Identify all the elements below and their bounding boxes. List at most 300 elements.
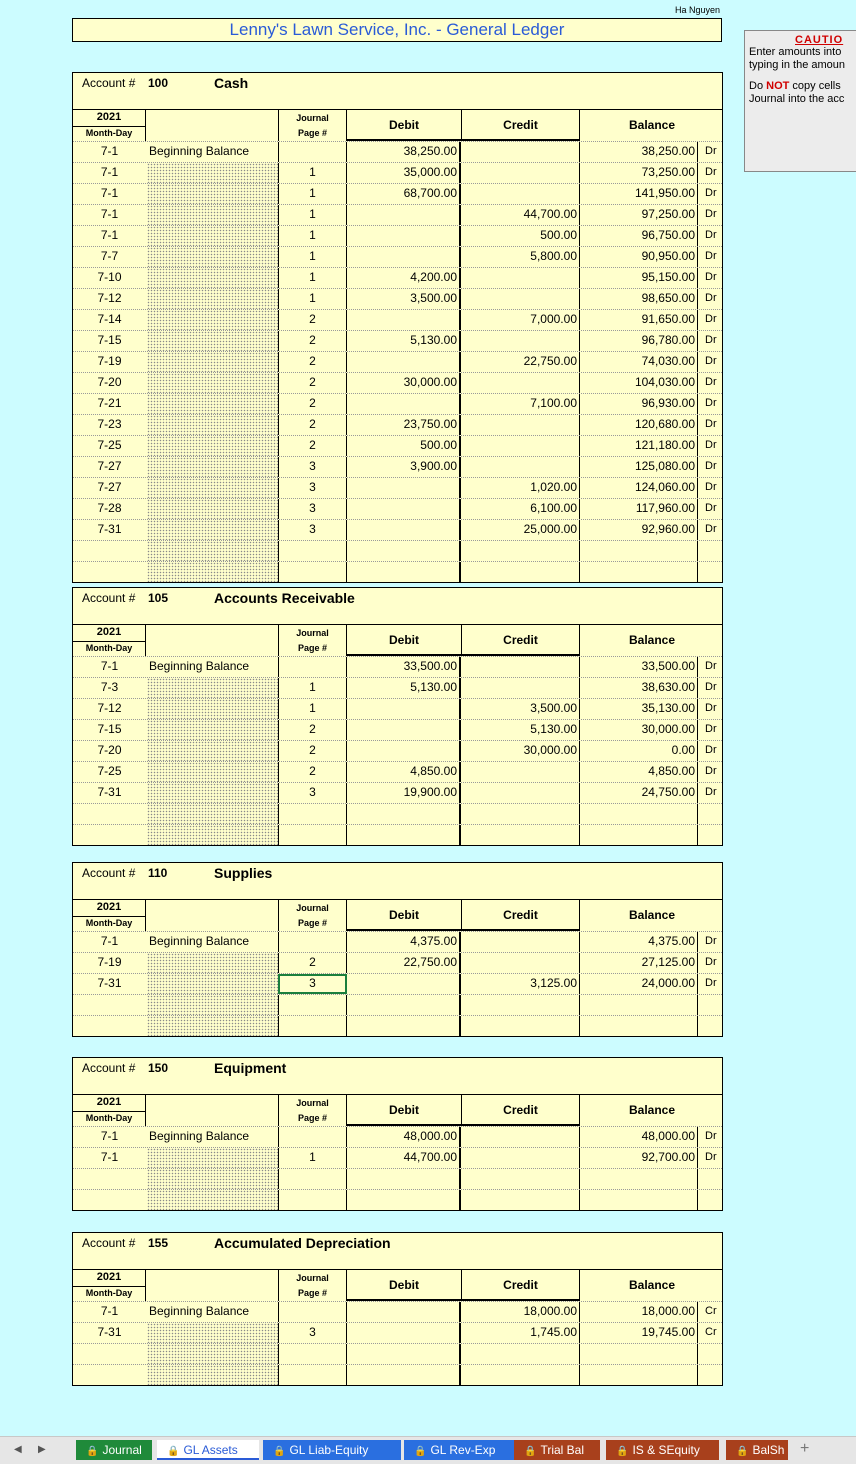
- debit-cell[interactable]: [347, 1302, 461, 1322]
- date-cell[interactable]: [73, 1365, 146, 1385]
- balance-cell[interactable]: 74,030.00: [579, 352, 698, 372]
- sheet-tab[interactable]: [157, 1440, 259, 1460]
- dr-cr-cell[interactable]: Dr: [705, 956, 717, 968]
- description-cell[interactable]: [147, 268, 278, 288]
- description-cell[interactable]: [147, 457, 278, 477]
- credit-cell[interactable]: [461, 953, 579, 973]
- debit-cell[interactable]: 5,130.00: [347, 678, 461, 698]
- date-cell[interactable]: 7-1: [100, 207, 119, 221]
- date-cell[interactable]: [73, 1169, 146, 1189]
- credit-cell[interactable]: 22,750.00: [523, 354, 577, 368]
- dr-cr-cell[interactable]: [698, 1016, 724, 1036]
- description-cell[interactable]: [147, 205, 278, 225]
- journal-page-cell[interactable]: 2: [278, 310, 347, 330]
- dr-cr-cell[interactable]: Dr: [705, 208, 717, 220]
- debit-cell[interactable]: 23,750.00: [347, 415, 461, 435]
- dr-cr-cell[interactable]: Dr: [705, 418, 717, 430]
- journal-page-cell[interactable]: 2: [278, 741, 347, 761]
- credit-cell[interactable]: [461, 289, 579, 309]
- description-cell[interactable]: Beginning Balance: [149, 1304, 250, 1318]
- journal-page-cell[interactable]: [278, 1302, 347, 1322]
- dr-cr-cell[interactable]: [698, 562, 724, 582]
- balance-cell[interactable]: 124,060.00: [579, 478, 698, 498]
- date-cell[interactable]: 7-31: [97, 522, 122, 536]
- dr-cr-cell[interactable]: Dr: [705, 786, 717, 798]
- dr-cr-cell[interactable]: Cr: [705, 1326, 717, 1338]
- description-cell[interactable]: [147, 678, 278, 698]
- dr-cr-cell[interactable]: Dr: [705, 681, 717, 693]
- description-cell[interactable]: [147, 478, 278, 498]
- balance-cell[interactable]: 4,850.00: [579, 762, 698, 782]
- balance-cell[interactable]: 35,130.00: [579, 699, 698, 719]
- description-cell[interactable]: [147, 825, 278, 845]
- journal-page-cell[interactable]: 2: [278, 953, 347, 973]
- debit-cell[interactable]: [347, 825, 461, 845]
- balance-cell[interactable]: 121,180.00: [579, 436, 698, 456]
- balance-cell[interactable]: [579, 825, 698, 845]
- date-cell[interactable]: 7-1: [100, 1129, 119, 1143]
- credit-cell[interactable]: [461, 678, 579, 698]
- dr-cr-cell[interactable]: Dr: [705, 460, 717, 472]
- debit-cell[interactable]: [347, 541, 461, 561]
- debit-cell[interactable]: [347, 247, 461, 267]
- journal-page-cell[interactable]: 1: [278, 268, 347, 288]
- credit-cell[interactable]: 30,000.00: [523, 743, 577, 757]
- credit-cell[interactable]: [461, 1148, 579, 1168]
- credit-cell[interactable]: [461, 331, 579, 351]
- dr-cr-cell[interactable]: [698, 995, 724, 1015]
- debit-cell[interactable]: 4,375.00: [347, 932, 461, 952]
- date-cell[interactable]: 7-31: [97, 976, 122, 990]
- description-cell[interactable]: [147, 1016, 278, 1036]
- journal-page-cell[interactable]: [278, 825, 347, 845]
- dr-cr-cell[interactable]: Dr: [705, 660, 717, 672]
- journal-page-cell[interactable]: [278, 1344, 347, 1364]
- debit-cell[interactable]: [347, 394, 461, 414]
- balance-cell[interactable]: [579, 562, 698, 582]
- journal-page-cell[interactable]: [278, 932, 347, 952]
- credit-cell[interactable]: [461, 163, 579, 183]
- credit-cell[interactable]: [461, 1016, 579, 1036]
- debit-cell[interactable]: 22,750.00: [347, 953, 461, 973]
- description-cell[interactable]: Beginning Balance: [149, 659, 250, 673]
- balance-cell[interactable]: 73,250.00: [579, 163, 698, 183]
- balance-cell[interactable]: 117,960.00: [579, 499, 698, 519]
- date-cell[interactable]: 7-1: [100, 1304, 119, 1318]
- date-cell[interactable]: [73, 1016, 146, 1036]
- balance-cell[interactable]: 48,000.00: [579, 1127, 698, 1147]
- description-cell[interactable]: Beginning Balance: [149, 1129, 250, 1143]
- date-cell[interactable]: 7-12: [97, 701, 122, 715]
- credit-cell[interactable]: [461, 268, 579, 288]
- journal-page-cell[interactable]: 1: [278, 184, 347, 204]
- date-cell[interactable]: 7-31: [97, 1325, 122, 1339]
- dr-cr-cell[interactable]: [698, 825, 724, 845]
- description-cell[interactable]: [147, 762, 278, 782]
- debit-cell[interactable]: [347, 1190, 461, 1210]
- credit-cell[interactable]: [461, 541, 579, 561]
- dr-cr-cell[interactable]: Dr: [705, 145, 717, 157]
- dr-cr-cell[interactable]: Dr: [705, 502, 717, 514]
- description-cell[interactable]: [147, 1190, 278, 1210]
- debit-cell[interactable]: [347, 1323, 461, 1343]
- dr-cr-cell[interactable]: Cr: [705, 1305, 717, 1317]
- date-cell[interactable]: 7-1: [100, 165, 119, 179]
- debit-cell[interactable]: [347, 741, 461, 761]
- credit-cell[interactable]: 500.00: [540, 228, 577, 242]
- dr-cr-cell[interactable]: Dr: [705, 271, 717, 283]
- prev-sheet-icon[interactable]: ◀: [14, 1444, 22, 1455]
- balance-cell[interactable]: 0.00: [579, 741, 698, 761]
- debit-cell[interactable]: 3,900.00: [347, 457, 461, 477]
- credit-cell[interactable]: [461, 825, 579, 845]
- dr-cr-cell[interactable]: Dr: [705, 292, 717, 304]
- dr-cr-cell[interactable]: [698, 1169, 724, 1189]
- date-cell[interactable]: 7-15: [97, 333, 122, 347]
- dr-cr-cell[interactable]: Dr: [705, 481, 717, 493]
- date-cell[interactable]: 7-1: [100, 228, 119, 242]
- debit-cell[interactable]: 5,130.00: [347, 331, 461, 351]
- date-cell[interactable]: 7-1: [100, 144, 119, 158]
- balance-cell[interactable]: 24,750.00: [579, 783, 698, 803]
- debit-cell[interactable]: [347, 310, 461, 330]
- journal-page-cell[interactable]: 2: [278, 762, 347, 782]
- credit-cell[interactable]: 25,000.00: [523, 522, 577, 536]
- credit-cell[interactable]: [461, 657, 579, 677]
- balance-cell[interactable]: 125,080.00: [579, 457, 698, 477]
- description-cell[interactable]: [147, 163, 278, 183]
- description-cell[interactable]: [147, 783, 278, 803]
- description-cell[interactable]: [147, 520, 278, 540]
- journal-page-cell[interactable]: 3: [278, 783, 347, 803]
- debit-cell[interactable]: [347, 974, 461, 994]
- journal-page-cell[interactable]: 2: [278, 331, 347, 351]
- date-cell[interactable]: 7-28: [97, 501, 122, 515]
- description-cell[interactable]: [147, 289, 278, 309]
- dr-cr-cell[interactable]: Dr: [705, 523, 717, 535]
- debit-cell[interactable]: [347, 1344, 461, 1364]
- balance-cell[interactable]: 98,650.00: [579, 289, 698, 309]
- balance-cell[interactable]: 96,750.00: [579, 226, 698, 246]
- balance-cell[interactable]: 120,680.00: [579, 415, 698, 435]
- dr-cr-cell[interactable]: Dr: [705, 250, 717, 262]
- date-cell[interactable]: 7-14: [97, 312, 122, 326]
- debit-cell[interactable]: 4,200.00: [347, 268, 461, 288]
- journal-page-cell[interactable]: 3: [278, 478, 347, 498]
- journal-page-cell[interactable]: 2: [278, 436, 347, 456]
- journal-page-cell[interactable]: 1: [278, 289, 347, 309]
- credit-cell[interactable]: 44,700.00: [523, 207, 577, 221]
- sheet-tab[interactable]: [726, 1440, 788, 1460]
- balance-cell[interactable]: 97,250.00: [579, 205, 698, 225]
- credit-cell[interactable]: [461, 1365, 579, 1385]
- journal-page-cell[interactable]: 1: [278, 226, 347, 246]
- journal-page-cell[interactable]: 2: [278, 394, 347, 414]
- description-cell[interactable]: [147, 699, 278, 719]
- debit-cell[interactable]: [347, 1365, 461, 1385]
- credit-cell[interactable]: 7,000.00: [530, 312, 577, 326]
- balance-cell[interactable]: 96,780.00: [579, 331, 698, 351]
- description-cell[interactable]: [147, 995, 278, 1015]
- date-cell[interactable]: 7-1: [100, 1150, 119, 1164]
- credit-cell[interactable]: [461, 457, 579, 477]
- balance-cell[interactable]: [579, 1016, 698, 1036]
- date-cell[interactable]: 7-19: [97, 354, 122, 368]
- dr-cr-cell[interactable]: Dr: [705, 229, 717, 241]
- dr-cr-cell[interactable]: [698, 1344, 724, 1364]
- journal-page-cell[interactable]: 3: [278, 974, 347, 994]
- balance-cell[interactable]: 30,000.00: [579, 720, 698, 740]
- date-cell[interactable]: 7-1: [100, 659, 119, 673]
- date-cell[interactable]: 7-10: [97, 270, 122, 284]
- date-cell[interactable]: 7-27: [97, 459, 122, 473]
- credit-cell[interactable]: 6,100.00: [530, 501, 577, 515]
- dr-cr-cell[interactable]: Dr: [705, 313, 717, 325]
- balance-cell[interactable]: 141,950.00: [579, 184, 698, 204]
- sheet-tab[interactable]: [606, 1440, 719, 1460]
- balance-cell[interactable]: 27,125.00: [579, 953, 698, 973]
- dr-cr-cell[interactable]: Dr: [705, 702, 717, 714]
- credit-cell[interactable]: [461, 995, 579, 1015]
- dr-cr-cell[interactable]: Dr: [705, 723, 717, 735]
- balance-cell[interactable]: 38,630.00: [579, 678, 698, 698]
- sheet-tab[interactable]: [263, 1440, 401, 1460]
- description-cell[interactable]: [147, 352, 278, 372]
- description-cell[interactable]: [147, 953, 278, 973]
- journal-page-cell[interactable]: 2: [278, 352, 347, 372]
- journal-page-cell[interactable]: [278, 1127, 347, 1147]
- date-cell[interactable]: [73, 825, 146, 845]
- credit-cell[interactable]: [461, 373, 579, 393]
- debit-cell[interactable]: [347, 699, 461, 719]
- debit-cell[interactable]: 4,850.00: [347, 762, 461, 782]
- dr-cr-cell[interactable]: Dr: [705, 376, 717, 388]
- balance-cell[interactable]: 19,745.00: [579, 1323, 698, 1343]
- description-cell[interactable]: [147, 310, 278, 330]
- date-cell[interactable]: 7-3: [100, 680, 119, 694]
- debit-cell[interactable]: [347, 562, 461, 582]
- debit-cell[interactable]: [347, 352, 461, 372]
- description-cell[interactable]: [147, 247, 278, 267]
- journal-page-cell[interactable]: 2: [278, 720, 347, 740]
- journal-page-cell[interactable]: 3: [278, 520, 347, 540]
- debit-cell[interactable]: 500.00: [347, 436, 461, 456]
- credit-cell[interactable]: [461, 783, 579, 803]
- description-cell[interactable]: [147, 541, 278, 561]
- journal-page-cell[interactable]: 2: [278, 415, 347, 435]
- balance-cell[interactable]: 4,375.00: [579, 932, 698, 952]
- credit-cell[interactable]: 3,500.00: [530, 701, 577, 715]
- journal-page-cell[interactable]: [278, 995, 347, 1015]
- date-cell[interactable]: [73, 541, 146, 561]
- credit-cell[interactable]: 1,020.00: [530, 480, 577, 494]
- dr-cr-cell[interactable]: Dr: [705, 977, 717, 989]
- dr-cr-cell[interactable]: Dr: [705, 744, 717, 756]
- date-cell[interactable]: [73, 995, 146, 1015]
- date-cell[interactable]: 7-25: [97, 764, 122, 778]
- dr-cr-cell[interactable]: [698, 1190, 724, 1210]
- date-cell[interactable]: 7-27: [97, 480, 122, 494]
- credit-cell[interactable]: [461, 1169, 579, 1189]
- debit-cell[interactable]: 48,000.00: [347, 1127, 461, 1147]
- credit-cell[interactable]: [461, 1344, 579, 1364]
- date-cell[interactable]: [73, 1190, 146, 1210]
- description-cell[interactable]: Beginning Balance: [149, 934, 250, 948]
- credit-cell[interactable]: [461, 142, 579, 162]
- credit-cell[interactable]: [461, 415, 579, 435]
- description-cell[interactable]: [147, 436, 278, 456]
- journal-page-cell[interactable]: 3: [278, 1323, 347, 1343]
- description-cell[interactable]: [147, 804, 278, 824]
- description-cell[interactable]: [147, 1323, 278, 1343]
- journal-page-cell[interactable]: [278, 657, 347, 677]
- sheet-tab[interactable]: [76, 1440, 152, 1460]
- debit-cell[interactable]: 3,500.00: [347, 289, 461, 309]
- dr-cr-cell[interactable]: Dr: [705, 187, 717, 199]
- description-cell[interactable]: [147, 562, 278, 582]
- journal-page-cell[interactable]: [278, 562, 347, 582]
- date-cell[interactable]: 7-7: [100, 249, 119, 263]
- balance-cell[interactable]: 96,930.00: [579, 394, 698, 414]
- debit-cell[interactable]: [347, 478, 461, 498]
- credit-cell[interactable]: [461, 184, 579, 204]
- debit-cell[interactable]: [347, 720, 461, 740]
- credit-cell[interactable]: [461, 562, 579, 582]
- debit-cell[interactable]: [347, 804, 461, 824]
- debit-cell[interactable]: 35,000.00: [347, 163, 461, 183]
- dr-cr-cell[interactable]: Dr: [705, 1130, 717, 1142]
- balance-cell[interactable]: 92,700.00: [579, 1148, 698, 1168]
- journal-page-cell[interactable]: [278, 1169, 347, 1189]
- dr-cr-cell[interactable]: Dr: [705, 166, 717, 178]
- description-cell[interactable]: [147, 184, 278, 204]
- date-cell[interactable]: 7-19: [97, 955, 122, 969]
- balance-cell[interactable]: [579, 995, 698, 1015]
- credit-cell[interactable]: 1,745.00: [530, 1325, 577, 1339]
- journal-page-cell[interactable]: 1: [278, 247, 347, 267]
- debit-cell[interactable]: [347, 499, 461, 519]
- balance-cell[interactable]: 95,150.00: [579, 268, 698, 288]
- date-cell[interactable]: 7-20: [97, 375, 122, 389]
- description-cell[interactable]: [147, 373, 278, 393]
- debit-cell[interactable]: 68,700.00: [347, 184, 461, 204]
- dr-cr-cell[interactable]: [698, 804, 724, 824]
- journal-page-cell[interactable]: [278, 1365, 347, 1385]
- date-cell[interactable]: 7-25: [97, 438, 122, 452]
- balance-cell[interactable]: [579, 1169, 698, 1189]
- description-cell[interactable]: [147, 415, 278, 435]
- debit-cell[interactable]: 30,000.00: [347, 373, 461, 393]
- description-cell[interactable]: [147, 720, 278, 740]
- sheet-tab[interactable]: [404, 1440, 517, 1460]
- description-cell[interactable]: [147, 394, 278, 414]
- description-cell[interactable]: [147, 1169, 278, 1189]
- credit-cell[interactable]: 5,130.00: [530, 722, 577, 736]
- journal-page-cell[interactable]: 2: [278, 373, 347, 393]
- debit-cell[interactable]: [347, 226, 461, 246]
- date-cell[interactable]: 7-23: [97, 417, 122, 431]
- journal-page-cell[interactable]: 1: [278, 163, 347, 183]
- description-cell[interactable]: Beginning Balance: [149, 144, 250, 158]
- balance-cell[interactable]: [579, 1365, 698, 1385]
- balance-cell[interactable]: 18,000.00: [579, 1302, 698, 1322]
- balance-cell[interactable]: 91,650.00: [579, 310, 698, 330]
- debit-cell[interactable]: [347, 1169, 461, 1189]
- journal-page-cell[interactable]: 3: [278, 499, 347, 519]
- dr-cr-cell[interactable]: Dr: [705, 355, 717, 367]
- credit-cell[interactable]: 5,800.00: [530, 249, 577, 263]
- date-cell[interactable]: 7-31: [97, 785, 122, 799]
- balance-cell[interactable]: 33,500.00: [579, 657, 698, 677]
- journal-page-cell[interactable]: 1: [278, 678, 347, 698]
- journal-page-cell[interactable]: [278, 1190, 347, 1210]
- journal-page-cell[interactable]: [278, 804, 347, 824]
- dr-cr-cell[interactable]: Dr: [705, 439, 717, 451]
- debit-cell[interactable]: 33,500.00: [347, 657, 461, 677]
- debit-cell[interactable]: 19,900.00: [347, 783, 461, 803]
- credit-cell[interactable]: [461, 762, 579, 782]
- balance-cell[interactable]: 104,030.00: [579, 373, 698, 393]
- journal-page-cell[interactable]: 3: [278, 457, 347, 477]
- description-cell[interactable]: [147, 974, 278, 994]
- next-sheet-icon[interactable]: ▶: [38, 1444, 46, 1455]
- date-cell[interactable]: 7-15: [97, 722, 122, 736]
- description-cell[interactable]: [147, 1148, 278, 1168]
- description-cell[interactable]: [147, 1365, 278, 1385]
- balance-cell[interactable]: 90,950.00: [579, 247, 698, 267]
- debit-cell[interactable]: [347, 520, 461, 540]
- balance-cell[interactable]: 24,000.00: [579, 974, 698, 994]
- date-cell[interactable]: [73, 1344, 146, 1364]
- debit-cell[interactable]: 38,250.00: [347, 142, 461, 162]
- balance-cell[interactable]: 92,960.00: [579, 520, 698, 540]
- journal-page-cell[interactable]: 1: [278, 1148, 347, 1168]
- balance-cell[interactable]: [579, 1190, 698, 1210]
- dr-cr-cell[interactable]: [698, 1365, 724, 1385]
- date-cell[interactable]: 7-12: [97, 291, 122, 305]
- date-cell[interactable]: 7-1: [100, 186, 119, 200]
- add-sheet-icon[interactable]: +: [800, 1440, 810, 1457]
- debit-cell[interactable]: [347, 205, 461, 225]
- credit-cell[interactable]: [461, 436, 579, 456]
- journal-page-cell[interactable]: [278, 1016, 347, 1036]
- debit-cell[interactable]: [347, 995, 461, 1015]
- sheet-tab[interactable]: [514, 1440, 600, 1460]
- credit-cell[interactable]: 3,125.00: [530, 976, 577, 990]
- credit-cell[interactable]: 7,100.00: [530, 396, 577, 410]
- credit-cell[interactable]: [461, 932, 579, 952]
- debit-cell[interactable]: 44,700.00: [347, 1148, 461, 1168]
- dr-cr-cell[interactable]: Dr: [705, 1151, 717, 1163]
- balance-cell[interactable]: [579, 541, 698, 561]
- credit-cell[interactable]: [461, 1127, 579, 1147]
- dr-cr-cell[interactable]: Dr: [705, 765, 717, 777]
- balance-cell[interactable]: [579, 1344, 698, 1364]
- dr-cr-cell[interactable]: Dr: [705, 397, 717, 409]
- balance-cell[interactable]: [579, 804, 698, 824]
- date-cell[interactable]: 7-21: [97, 396, 122, 410]
- description-cell[interactable]: [147, 226, 278, 246]
- description-cell[interactable]: [147, 331, 278, 351]
- journal-page-cell[interactable]: 1: [278, 205, 347, 225]
- credit-cell[interactable]: [461, 1190, 579, 1210]
- journal-page-cell[interactable]: 1: [278, 699, 347, 719]
- date-cell[interactable]: [73, 562, 146, 582]
- credit-cell[interactable]: 18,000.00: [523, 1304, 577, 1318]
- journal-page-cell[interactable]: [278, 142, 347, 162]
- credit-cell[interactable]: [461, 804, 579, 824]
- date-cell[interactable]: 7-20: [97, 743, 122, 757]
